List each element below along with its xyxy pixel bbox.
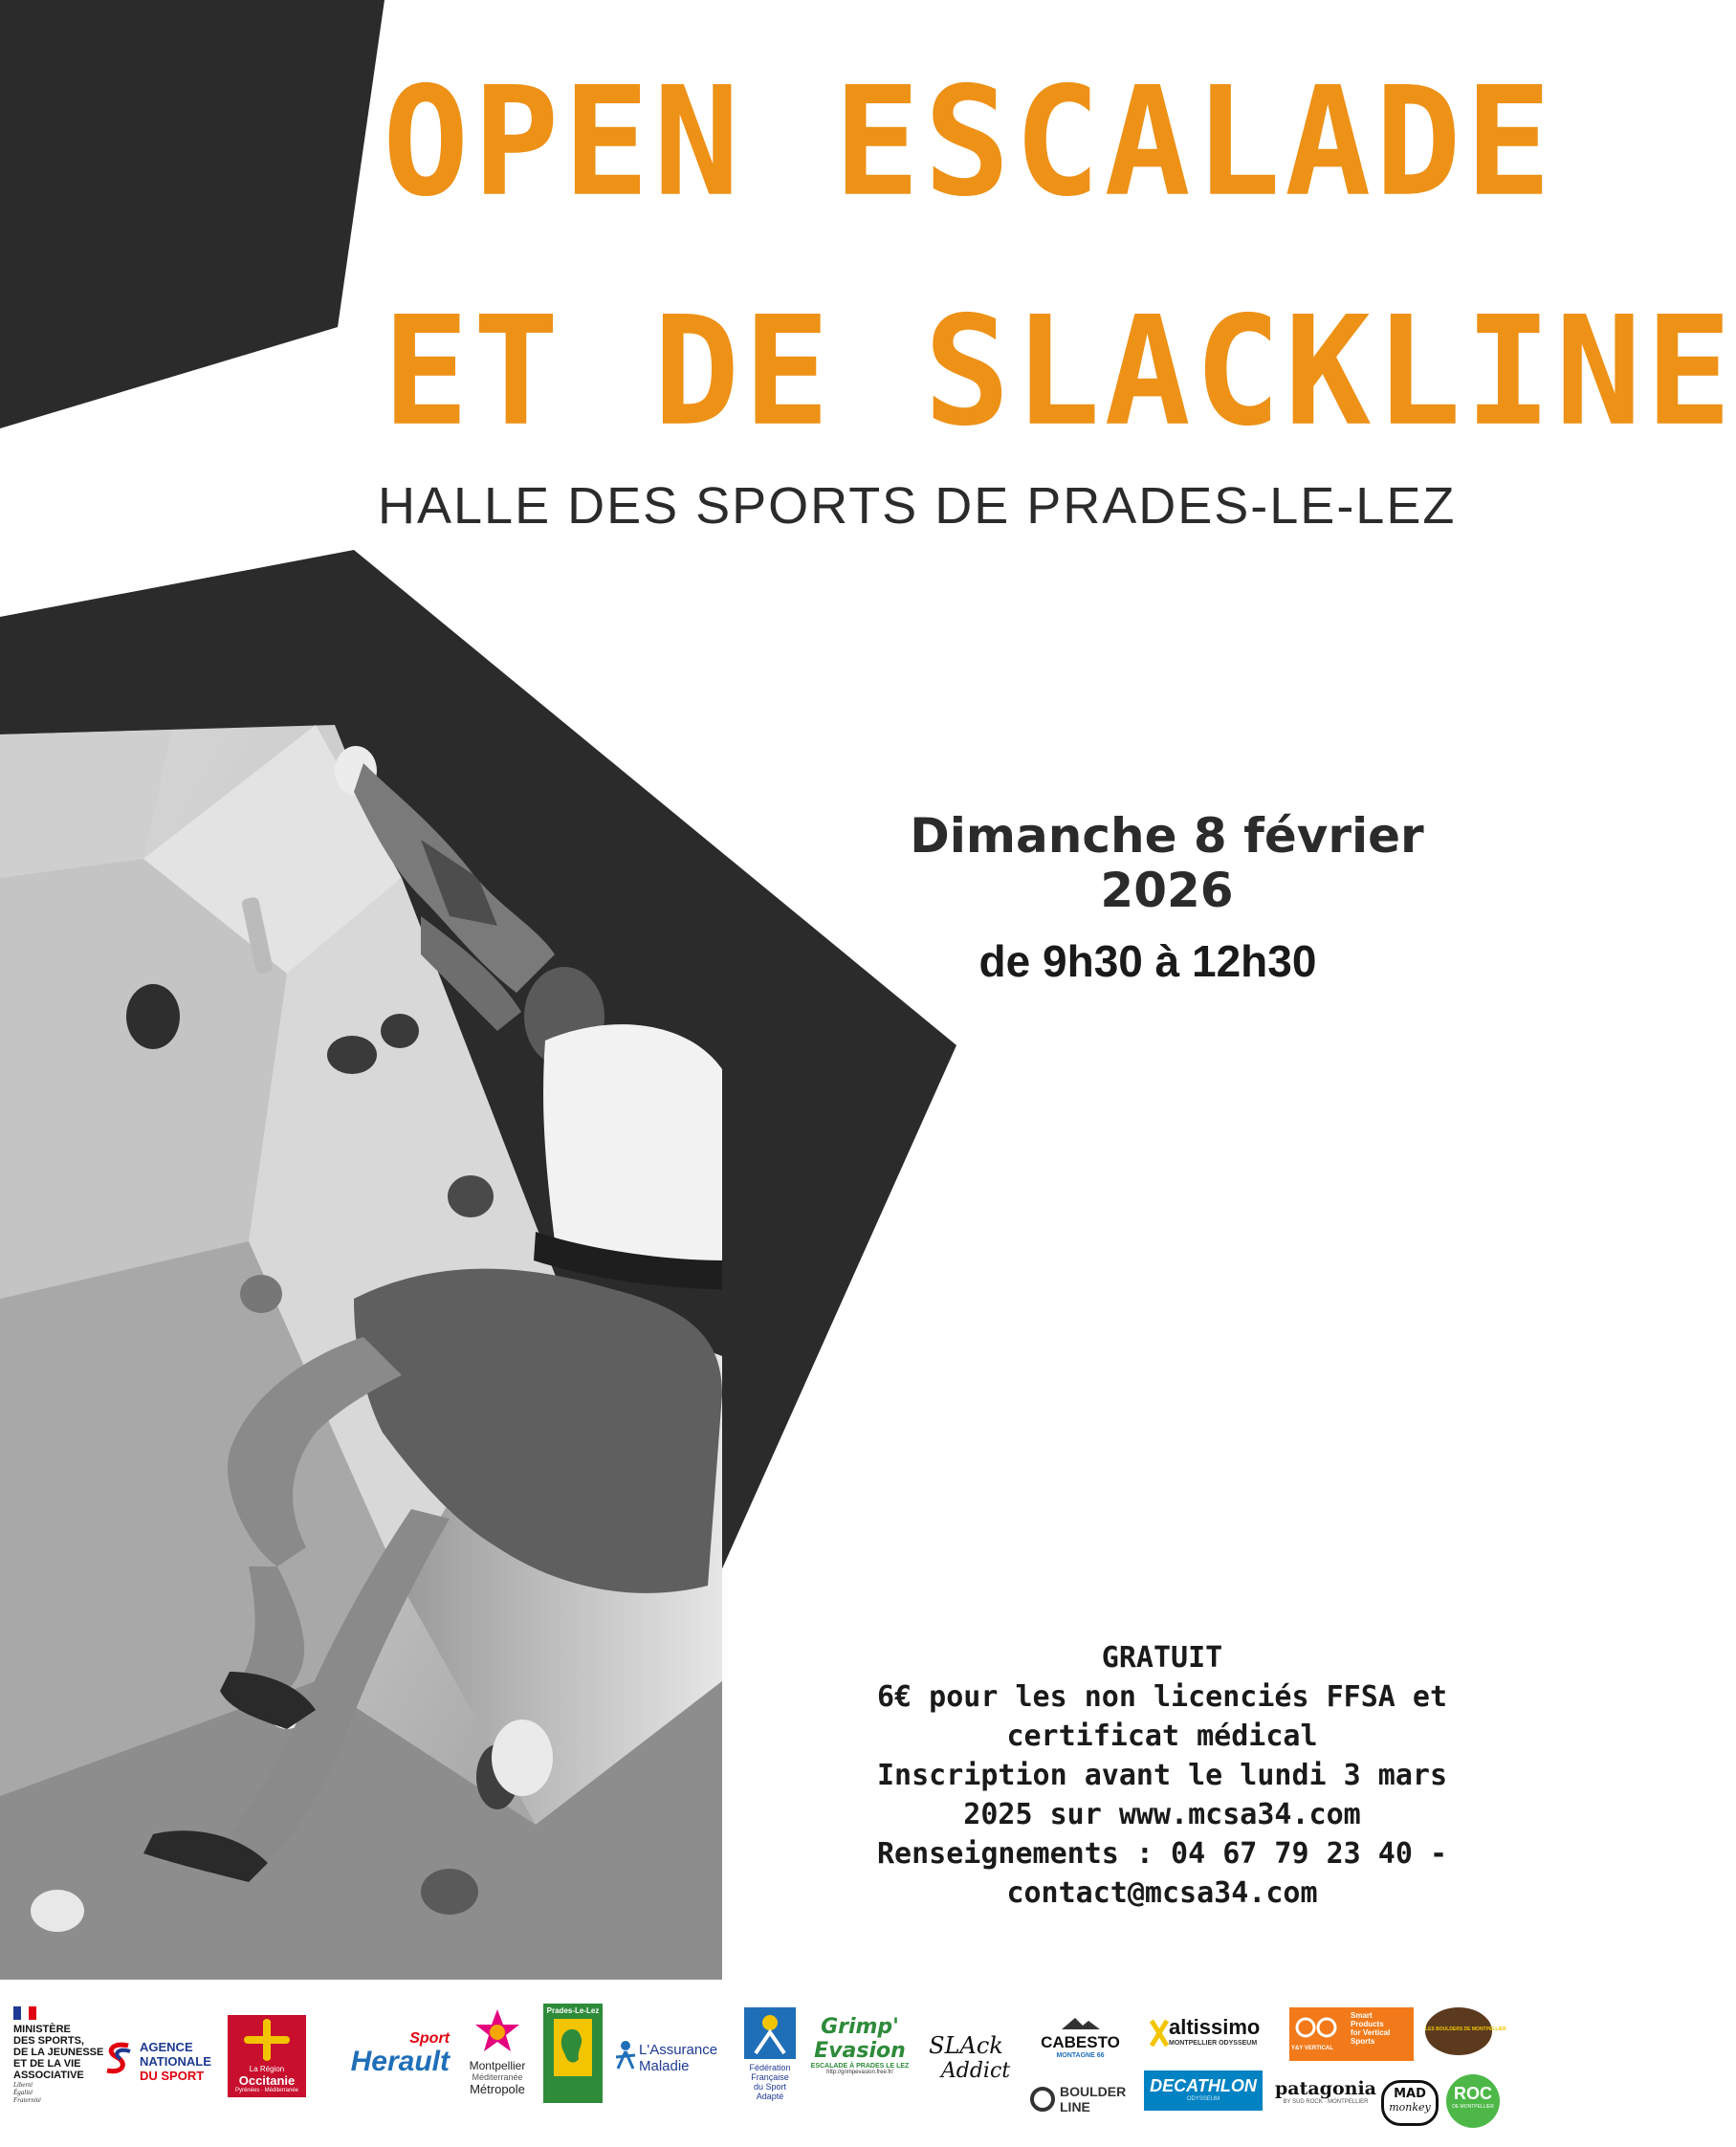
slack-addict-logo: SLAck Addict (929, 2032, 1011, 2083)
info-line-certificate: certificat médical (1006, 1720, 1318, 1753)
venue-subtitle: HALLE DES SPORTS DE PRADES-LE-LEZ (378, 477, 1457, 535)
info-line-website: 2025 sur www.mcsa34.com (963, 1798, 1361, 1831)
poster-title-line2: ET DE SLACKLINE (383, 284, 1736, 460)
assurance-figure-icon (612, 2040, 639, 2074)
sponsor-logos-footer (0, 1994, 1518, 2147)
french-flag-icon (13, 2006, 36, 2020)
region-occitanie-logo: La Région Occitanie Pyrénées · Méditerranée (228, 2015, 306, 2097)
assurance-maladie-logo: L'Assurance Maladie (612, 2032, 736, 2099)
ffsa-figure-icon (744, 2007, 796, 2059)
boulder-circle-icon (1029, 2086, 1056, 2113)
info-line-price: 6€ pour les non licenciés FFSA et (876, 1680, 1448, 1714)
ministere-sports-logo: MINISTÈRE DES SPORTS, DE LA JEUNESSE ET DE LA VIE ASSOCIATIVE Liberté Égalité Fraternité (13, 2005, 109, 2139)
montpellier-metropole-logo: Montpellier Méditerranée Métropole (450, 2007, 545, 2122)
roc-montpellier-logo: ROC DE MONTPELLIER (1446, 2074, 1500, 2128)
ans-s-icon (103, 2040, 134, 2078)
climber-photo (0, 725, 722, 1980)
cabesto-logo: CABESTO MONTAGNE 66 (1025, 2015, 1135, 2065)
occitan-cross-icon (243, 2019, 291, 2061)
mountain-icon (1062, 2018, 1100, 2029)
agence-nationale-sport-logo: AGENCE NATIONALE DU SPORT (103, 2032, 228, 2109)
boulders-montpellier-logo: LES BOULDERS DE MONTPELLIER (1425, 2007, 1492, 2055)
top-left-dark-shape (0, 0, 385, 428)
event-time: de 9h30 à 12h30 (978, 936, 1317, 986)
ffsa-logo: Fédération Française du Sport Adapté (741, 2007, 799, 2132)
prades-le-lez-logo: Prades-Le-Lez (543, 2004, 603, 2103)
info-block (827, 1638, 1497, 1913)
event-date-line1: Dimanche 8 février (910, 808, 1424, 864)
poster-title-line1: OPEN ESCALADE (383, 55, 1555, 230)
climber-illustration (0, 725, 722, 1980)
grimp-evasion-logo: Grimp' Evasion ESCALADE À PRADES LE LEZ http://grimpevasion.free.fr/ (810, 2015, 910, 2075)
info-line-registration: Inscription avant le lundi 3 mars (876, 1759, 1448, 1792)
mad-monkey-logo: MAD monkey (1381, 2080, 1439, 2126)
sport-herault-logo: Sport Herault (350, 2030, 450, 2077)
yy-vertical-logo: Y&Y VERTICAL Smart Products for Vertical Sports (1289, 2007, 1414, 2061)
altissimo-x-icon (1150, 2019, 1169, 2048)
boulder-line-logo: BOULDER LINE (1029, 2082, 1134, 2126)
info-line-phone: Renseignements : 04 67 79 23 40 - (876, 1837, 1448, 1871)
event-date-line2: 2026 (1100, 863, 1234, 918)
patagonia-logo: patagonia BY SUD ROCK · MONTPELLIER (1275, 2078, 1376, 2105)
lion-emblem-icon (550, 2015, 596, 2082)
info-line-gratuit: GRATUIT (1101, 1641, 1223, 1675)
metropole-star-icon (473, 2007, 521, 2055)
altissimo-logo: altissimo MONTPELLIER ODYSSEUM (1150, 2015, 1274, 2063)
decathlon-logo: DECATHLON ODYSSEUM (1144, 2070, 1263, 2111)
yy-vertical-glasses-icon (1295, 2015, 1337, 2040)
info-line-email: contact@mcsa34.com (1006, 1876, 1318, 1910)
